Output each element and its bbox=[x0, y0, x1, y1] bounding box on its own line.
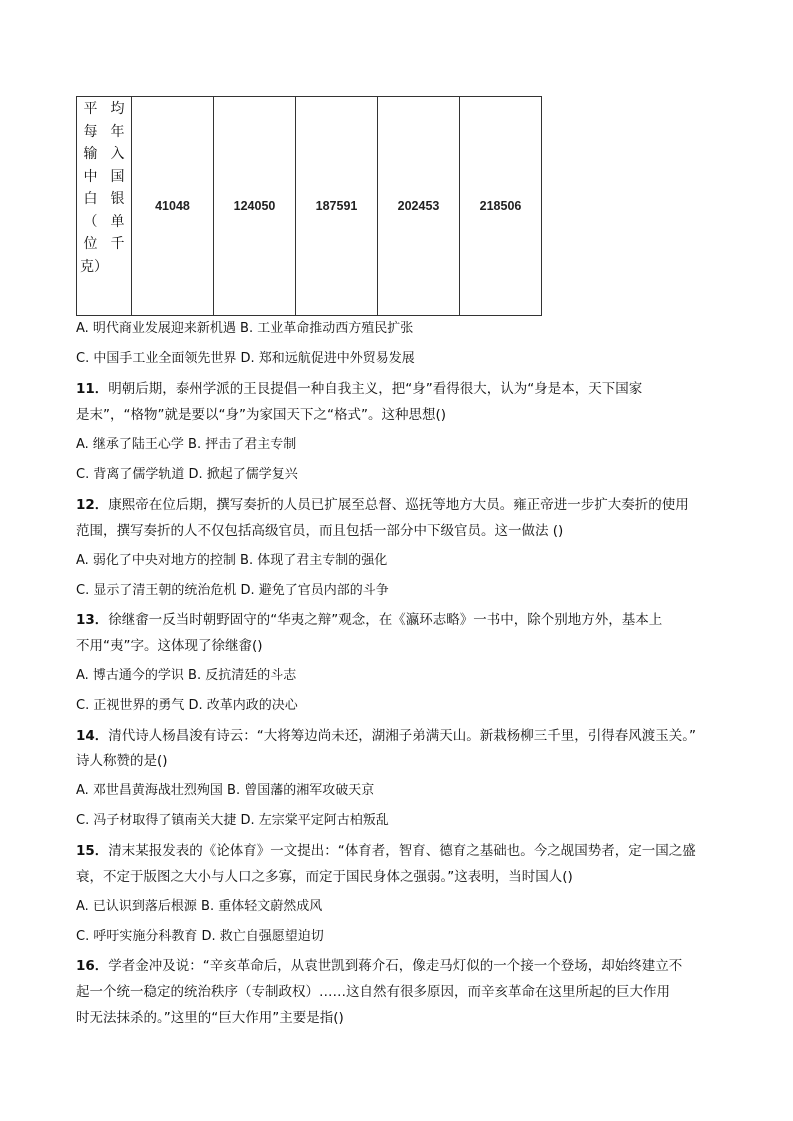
table-cell: 41048 bbox=[132, 97, 214, 316]
line-text: A. 继承了陆王心学 B. 抨击了君主专制 bbox=[76, 437, 297, 452]
question-line bbox=[76, 522, 563, 540]
question-number: 16． bbox=[76, 958, 109, 974]
line-text: 衰，不定于版图之大小与人口之多寡，而定于国民身体之强弱。”这表明，当时国人() bbox=[76, 869, 573, 885]
label-char: 银 bbox=[110, 190, 125, 206]
answer-options bbox=[76, 928, 324, 946]
table-cell: 187591 bbox=[296, 97, 378, 316]
line-text: A. 已认识到落后根源 B. 重体轻文蔚然成风 bbox=[76, 899, 323, 914]
line-text: A. 弱化了中央对地方的控制 B. 体现了君主专制的强化 bbox=[76, 553, 388, 568]
answer-options bbox=[76, 697, 298, 715]
answer-options bbox=[76, 812, 389, 830]
line-text: A. 明代商业发展迎来新机遇 B. 工业革命推动西方殖民扩张 bbox=[76, 321, 414, 336]
label-char: 千 bbox=[110, 235, 125, 251]
line-text: 明朝后期，泰州学派的王艮提倡一种自我主义，把“身”看得很大，认为“身是本，天下国家 bbox=[108, 381, 643, 397]
question-number: 15． bbox=[76, 843, 109, 859]
line-text: 清代诗人杨昌浚有诗云：“大将筹边尚未还，湖湘子弟满天山。新栽杨柳三千里，引得春风渡玉关。” bbox=[108, 728, 697, 744]
label-char: 位 bbox=[83, 235, 98, 251]
label-char: 中 bbox=[83, 167, 98, 184]
label-char: 白 bbox=[83, 190, 98, 206]
label-char: 每 bbox=[83, 122, 98, 139]
answer-options bbox=[76, 350, 415, 368]
table-row bbox=[77, 97, 542, 316]
line-text: C. 正视世界的勇气 D. 改革内政的决心 bbox=[76, 698, 298, 713]
line-text: 是末”，“格物”就是要以“身”为家国天下之“格式”。这种思想() bbox=[76, 407, 446, 423]
line-text: C. 背离了儒学轨道 D. 掀起了儒学复兴 bbox=[76, 467, 298, 482]
question-line bbox=[76, 727, 696, 745]
question-line bbox=[76, 957, 682, 975]
label-char: 均 bbox=[110, 100, 125, 116]
line-text: 徐继畬一反当时朝野固守的“华夷之辩”观念，在《瀛环志略》一书中，除个别地方外，基本上 bbox=[108, 612, 663, 628]
label-char: 年 bbox=[110, 122, 125, 139]
question-line bbox=[76, 983, 670, 1001]
line-text: 起一个统一稳定的统治秩序（专制政权）……这自然有很多原因，而辛亥革命在这里所起的巨大作用 bbox=[76, 984, 670, 1000]
line-text: 不用“夷”字。这体现了徐继畬() bbox=[76, 638, 263, 654]
question-line bbox=[76, 496, 689, 514]
question-number: 12． bbox=[76, 497, 109, 513]
question-line bbox=[76, 611, 662, 629]
answer-options bbox=[76, 898, 322, 916]
answer-options bbox=[76, 582, 389, 600]
answer-options bbox=[76, 466, 298, 484]
question-line bbox=[76, 637, 263, 655]
question-number: 14． bbox=[76, 728, 109, 744]
answer-options bbox=[76, 320, 413, 338]
silver-import-table bbox=[76, 96, 542, 316]
table-cell: 218506 bbox=[460, 97, 542, 316]
answer-options bbox=[76, 436, 296, 454]
answer-options bbox=[76, 552, 387, 570]
question-line bbox=[76, 868, 573, 886]
table-cell: 202453 bbox=[378, 97, 460, 316]
question-line bbox=[76, 380, 642, 398]
answer-options bbox=[76, 667, 296, 685]
row-label bbox=[77, 99, 131, 275]
line-text: 时无法抹杀的。”这里的“巨大作用”主要是指() bbox=[76, 1010, 344, 1026]
line-text: 学者金冲及说：“辛亥革命后，从袁世凯到蒋介石，像走马灯似的一个接一个登场，却始终建立不 bbox=[108, 958, 683, 974]
line-text: C. 呼吁实施分科教育 D. 救亡自强愿望迫切 bbox=[76, 929, 324, 944]
question-line bbox=[76, 1009, 344, 1027]
label-char: 单 bbox=[110, 212, 125, 229]
line-text: A. 博古通今的学识 B. 反抗清廷的斗志 bbox=[76, 668, 297, 683]
label-char: 入 bbox=[110, 145, 125, 161]
line-text: 诗人称赞的是() bbox=[76, 753, 168, 769]
label-char: 输 bbox=[83, 145, 98, 161]
question-number: 13． bbox=[76, 612, 109, 628]
question-line bbox=[76, 842, 696, 860]
label-char: 平 bbox=[83, 100, 98, 116]
table-cell: 124050 bbox=[214, 97, 296, 316]
line-text: 清末某报发表的《论体育》一文提出：“体育者，智育、德育之基础也。今之觇国势者，定一国之盛 bbox=[108, 843, 696, 859]
question-line bbox=[76, 406, 446, 424]
line-text: C. 显示了清王朝的统治危机 D. 避免了官员内部的斗争 bbox=[76, 583, 389, 598]
label-char: 国 bbox=[110, 167, 125, 184]
line-text: C. 中国手工业全面领先世界 D. 郑和远航促进中外贸易发展 bbox=[76, 351, 415, 366]
answer-options bbox=[76, 782, 374, 800]
line-text: C. 冯子材取得了镇南关大捷 D. 左宗棠平定阿古柏叛乱 bbox=[76, 813, 389, 828]
question-line bbox=[76, 752, 168, 770]
question-number: 11． bbox=[76, 381, 109, 397]
label-char: （ bbox=[83, 212, 98, 229]
line-text: A. 邓世昌黄海战壮烈殉国 B. 曾国藩的湘军攻破天京 bbox=[76, 783, 375, 798]
line-text: 康熙帝在位后期，撰写奏折的人员已扩展至总督、巡抚等地方大员。雍正帝进一步扩大奏折的使用 bbox=[108, 497, 689, 513]
row-label-cell bbox=[77, 97, 132, 316]
line-text: 范围，撰写奏折的人不仅包括高级官员，而且包括一部分中下级官员。这一做法 () bbox=[76, 523, 564, 539]
label-char: 克） bbox=[80, 257, 108, 274]
